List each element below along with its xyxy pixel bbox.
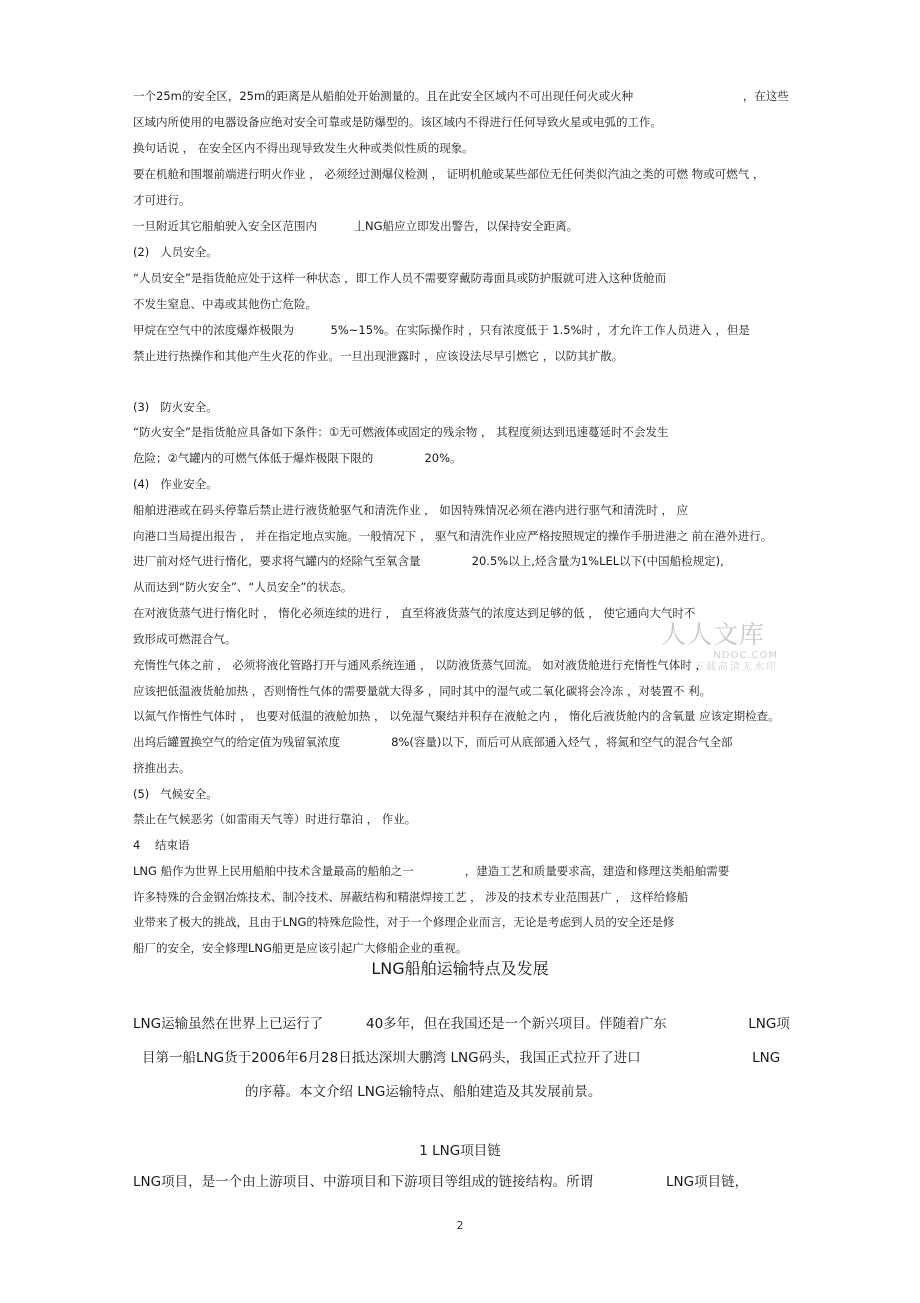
text-line: “防火安全”是指货舱应具备如下条件：①无可燃液体或固定的残余物 ， 其程度须达到迅速蔓延时不会发生 [133, 425, 669, 439]
text-line: 换句话说 ， 在安全区内不得出现导致发生火种或类似性质的现象。 [133, 141, 474, 155]
text-line: 许多特殊的合金钢冶炼技术、制冷技术、屏蔽结构和精湛焊接工艺 ， 涉及的技术专业范围甚广 ， 这样给修船 [133, 890, 689, 904]
text-line: 船厂的安全，安全修理LNG船更是应该引起广大修船企业的重视。 [133, 941, 468, 955]
text-line: “人员安全”是指货舱应处于这样一种状态 ，即工作人员不需要穿戴防毒面具或防护服就可进入这种货舱而 [133, 271, 667, 285]
text-line: 才可进行。 [133, 193, 191, 207]
intro-line: 目第一船LNG货于2006年6月28日抵达深圳大鹏湾 LNG码头，我国正式拉开了进口 LNG [142, 1050, 781, 1066]
article-title: LNG船舶运输特点及发展 [371, 959, 549, 978]
text-line: 挤推出去。 [133, 761, 191, 775]
text-line: 不发生窒息、中毒或其他伤亡危险。 [133, 297, 317, 311]
text-line: 甲烷在空气中的浓度爆炸极限为 5%~15%。在实际操作时 ，只有浓度低于 1.5%时 ，才允许工作人员进入 ，但是 [133, 323, 750, 337]
text-line: 禁止在气候恶劣（如雷雨天气等）时进行靠泊 ， 作业。 [133, 812, 417, 826]
text-line: 一旦附近其它船舶驶入安全区范围内 丄NG船应立即发出警告，以保持安全距离。 [133, 219, 579, 233]
text-line: 从而达到“防火安全”、“人员安全”的状态。 [133, 580, 353, 594]
text-line: 4 结束语 [133, 838, 190, 852]
text-line: 充惰性气体之前 ， 必须将液化管路打开与通风系统连通 ， 以防液货蒸气回流。 如对液货舱进行充惰性气体时 ， [133, 658, 707, 672]
text-line: 致形成可燃混合气。 [133, 632, 237, 646]
watermark-title: 人人文库 [660, 620, 765, 649]
page-number: 2 [456, 1219, 464, 1232]
text-line: (4) 作业安全。 [133, 477, 218, 491]
text-line: 船舶进港或在码头停靠后禁止进行液货舱驱气和清洗作业 ， 如因特殊情况必须在港内进行驱气和清洗时 ， 应 [133, 503, 689, 517]
text-line: 业带来了极大的挑战，且由于LNG的特殊危险性，对于一个修理企业而言，无论是考虑到人员的安全还是修 [133, 915, 675, 929]
section-heading: 1 LNG项目链 [419, 1143, 501, 1159]
body-line: LNG项目，是一个由上游项目、中游项目和下游项目等组成的链接结构。所谓 LNG项目链， [133, 1174, 749, 1190]
text-line: (2) 人员安全。 [133, 245, 218, 259]
text-line: 出坞后罐置换空气的给定值为残留氧浓度 8%(容量)以下，而后可从底部通入烃气 ，将氮和空气的混合气全部 [133, 735, 733, 749]
text-line: 要在机舱和围堰前端进行明火作业 ， 必须经过测爆仪检测 ， 证明机舱或某些部位无任何类似汽油之类的可燃 物或可燃气 ， [133, 167, 765, 181]
text-line: 进厂前对烃气进行惰化，要求将气罐内的烃除气至氧含量 20.5%以上,烃含量为1%LEL以下(中国船检规定), [133, 554, 724, 568]
intro-line: 的序幕。本文介绍 LNG运输特点、船舶建造及其发展前景。 [245, 1084, 602, 1100]
text-line: 在对液货蒸气进行惰化时 ， 惰化必须连续的进行 ， 直至将液货蒸气的浓度达到足够的低 ， 使它通向大气时不 [133, 606, 696, 620]
text-line: 一个25m的安全区，25m的距离是从船舶处开始测量的。且在此安全区域内不可出现任何火或火种 ，在这些 [133, 89, 789, 103]
watermark-url: NDOC.COM [713, 650, 778, 661]
text-line: 以氮气作惰性气体时 ， 也要对低温的液舱加热 ， 以免湿气聚结并积存在液舱之内 ， 惰化后液货舱内的含氧量 应该定期检查。 [133, 709, 780, 723]
intro-line: LNG运输虽然在世界上已运行了 40多年，但在我国还是一个新兴项目。伴随着广东 LNG项 [133, 1016, 790, 1032]
text-line: 向港口当局提出报告 ， 并在指定地点实施。一般情况下 ， 驱气和清洗作业应严格按照规定的操作手册进港之 前在港外进行。 [133, 529, 773, 543]
text-line: LNG 船作为世界上民用船舶中技术含量最高的船舶之一 ，建造工艺和质量要求高，建造和修理这类船舶需要 [133, 864, 730, 878]
text-line: (3) 防火安全。 [133, 400, 218, 414]
watermark-subtitle: 下载高清无水印 [694, 662, 778, 673]
text-line: 应该把低温液货舱加热 ，否则惰性气体的需要量就大得多 ，同时其中的湿气或二氧化碳将会冷冻 ，对装置不 利。 [133, 684, 712, 698]
text-line: 禁止进行热操作和其他产生火花的作业。一旦出现泄露时 ，应该设法尽早引燃它 ，以防其扩散。 [133, 349, 624, 363]
text-line: 区域内所使用的电器设备应绝对安全可靠或是防爆型的。该区域内不得进行任何导致火星或电弧的工作。 [133, 115, 662, 129]
text-line: 危险；②气罐内的可燃气体低于爆炸极限下限的 20%。 [133, 451, 462, 465]
text-line: (5) 气候安全。 [133, 787, 218, 801]
